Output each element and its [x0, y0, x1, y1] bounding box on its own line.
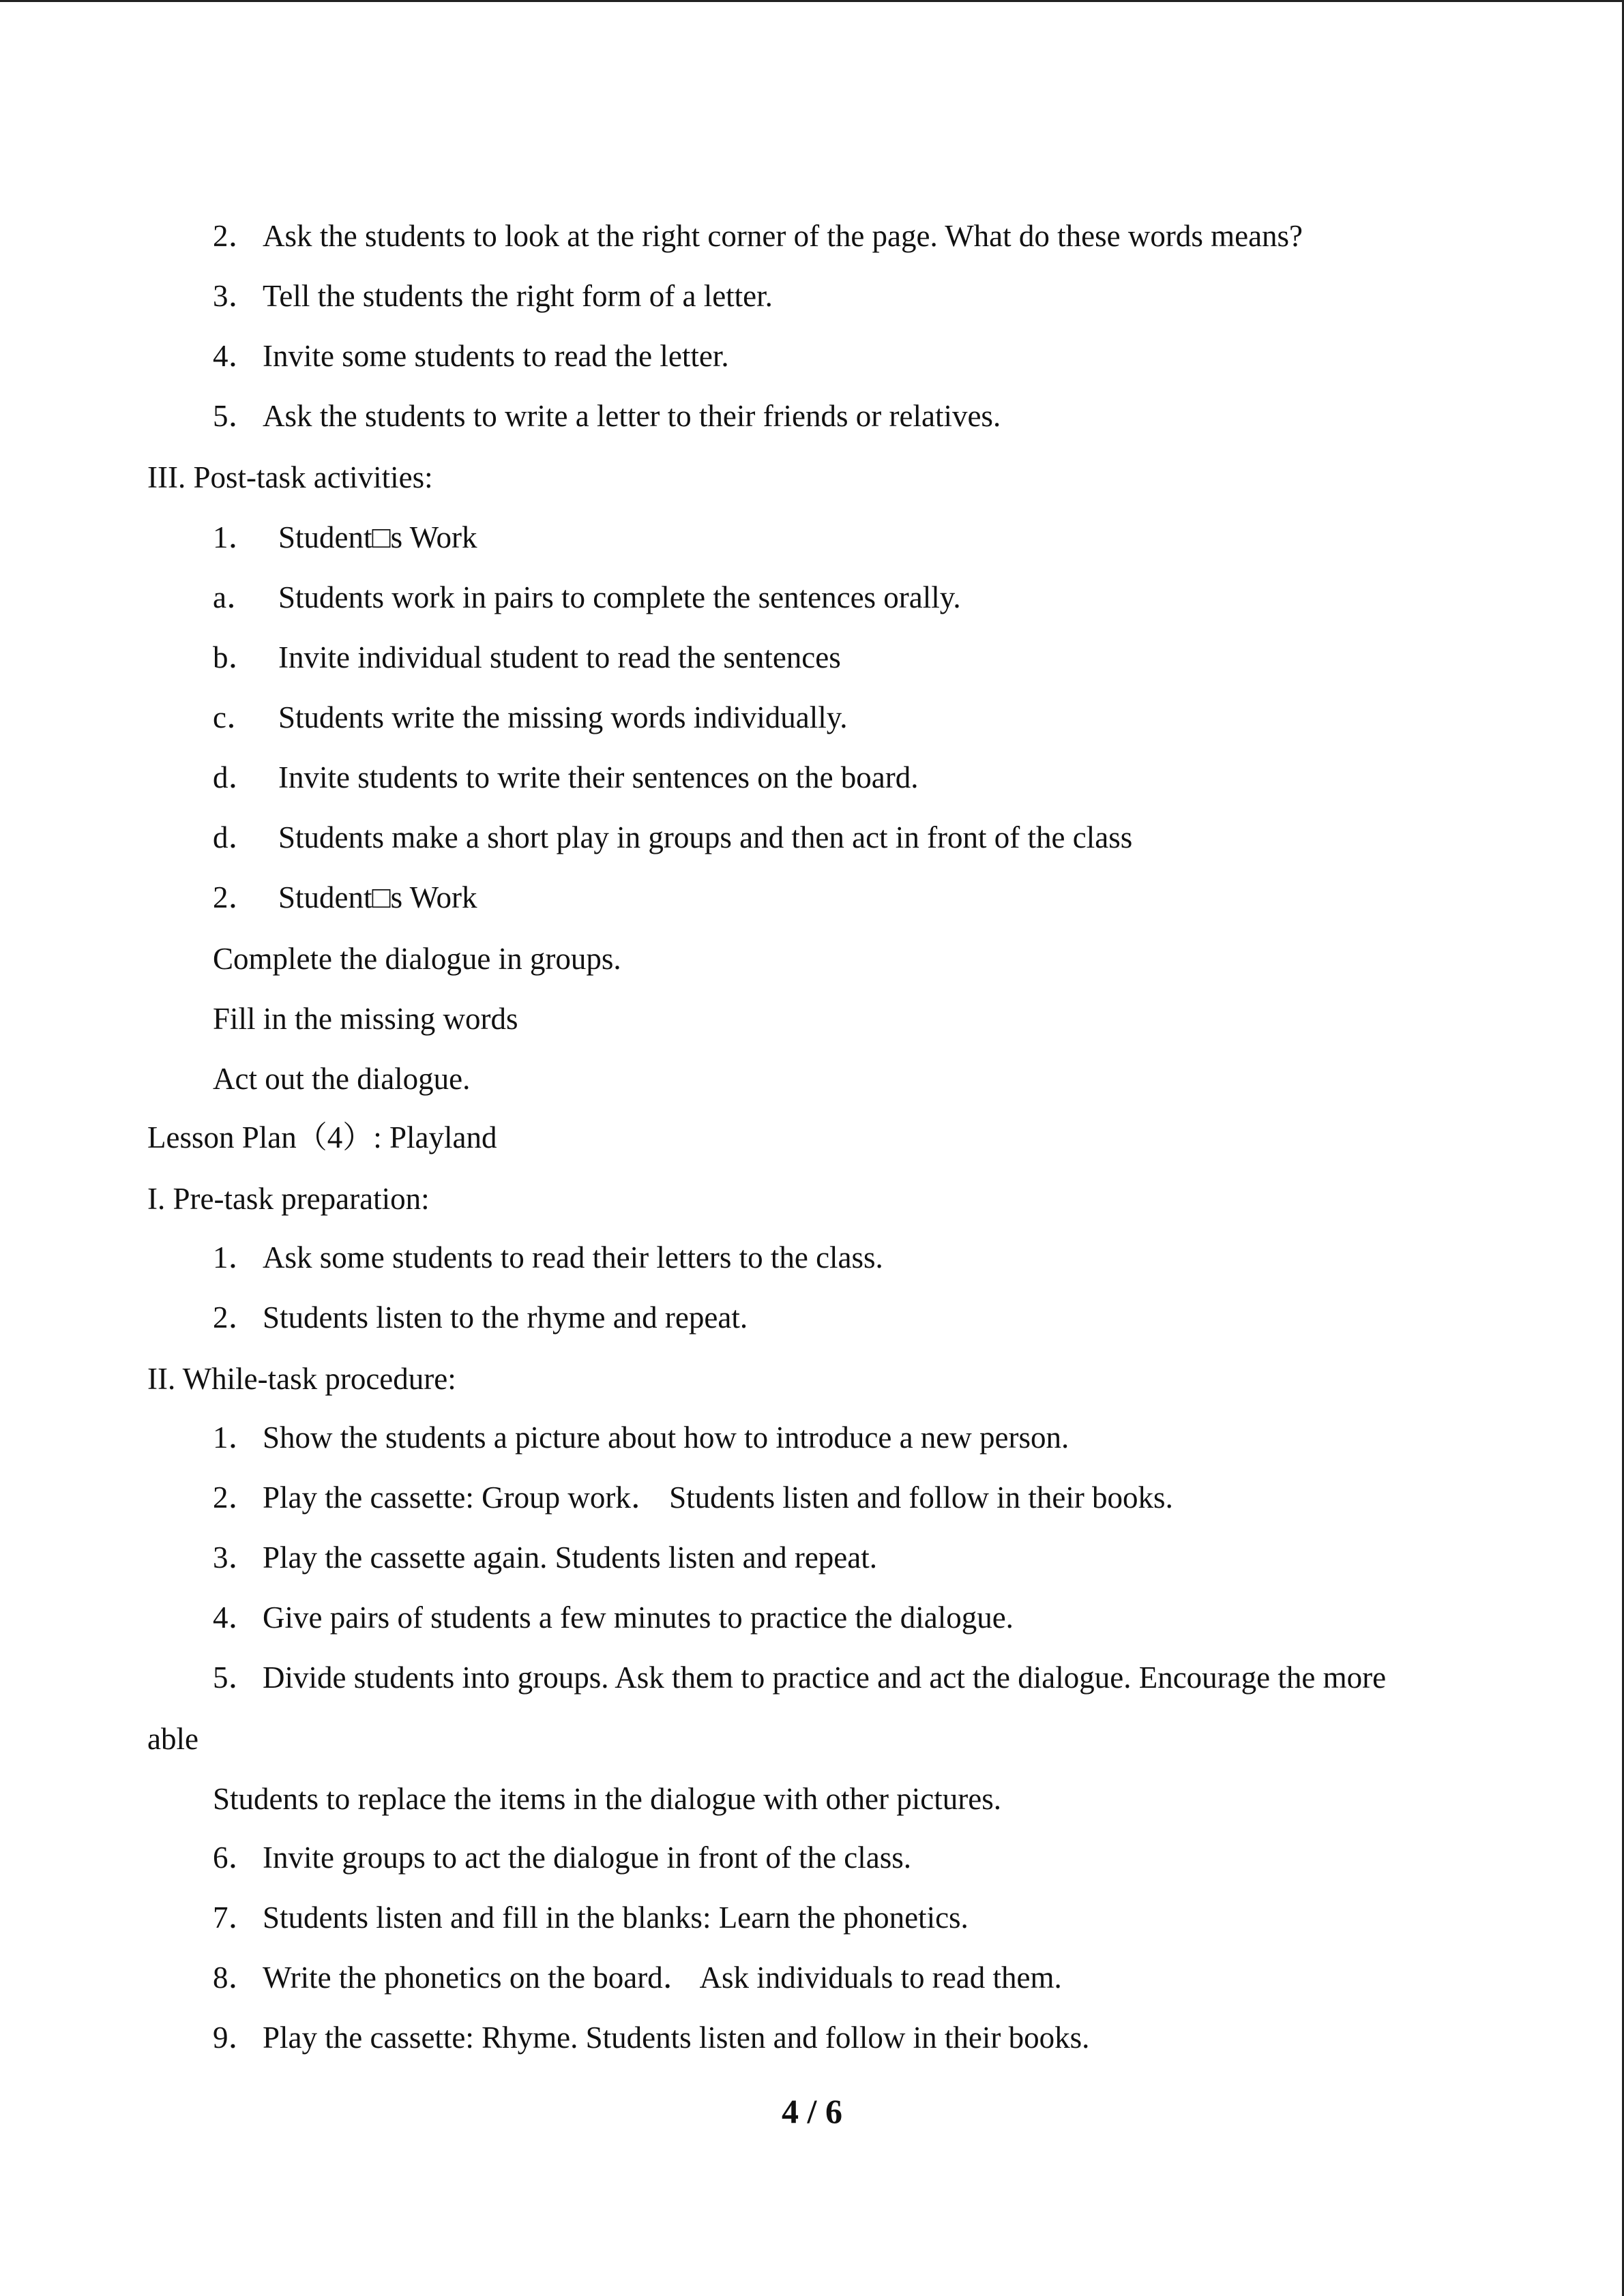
list-item	[213, 818, 1132, 856]
lesson-title: Lesson Plan（4）: Playland	[147, 1120, 497, 1154]
paragraph-continuation: able	[147, 1722, 198, 1756]
list-item	[213, 1538, 877, 1577]
list-text: Write the phonetics on the board． Ask individuals to read them.	[263, 1960, 1062, 1995]
list-item	[213, 397, 1001, 435]
list-text: Play the cassette again. Students listen and repeat.	[263, 1540, 877, 1575]
list-number: 2．	[213, 1480, 259, 1515]
paragraph: Students to replace the items in the dialogue with other pictures.	[213, 1782, 1001, 1816]
list-letter: b．	[213, 640, 259, 674]
page-number: 4 / 6	[782, 2092, 842, 2130]
list-item	[213, 1838, 911, 1877]
list-text: Play the cassette: Group work． Students listen and follow in their books.	[263, 1480, 1173, 1515]
list-item	[213, 2018, 1089, 2057]
list-number: 5．	[213, 399, 259, 433]
list-text: Invite students to write their sentences on the board.	[278, 760, 919, 794]
list-text: Ask some students to read their letters to the class.	[263, 1240, 883, 1274]
list-item	[213, 638, 841, 676]
list-item	[213, 1418, 1069, 1457]
list-text: Students write the missing words individually.	[278, 700, 848, 734]
list-item	[213, 1958, 1062, 1997]
list-item	[213, 277, 773, 315]
list-number: 4．	[213, 339, 259, 373]
list-item	[213, 878, 477, 916]
list-number: 5．	[213, 1660, 259, 1695]
list-text: Student□s Work	[278, 880, 477, 914]
list-number: 9．	[213, 2021, 259, 2055]
list-text: Divide students into groups. Ask them to practice and act the dialogue. Encourage the more	[263, 1660, 1387, 1695]
list-item	[213, 1598, 1014, 1637]
list-text: Invite groups to act the dialogue in front of the class.	[263, 1840, 911, 1875]
list-item	[213, 1478, 1173, 1517]
list-number: 2．	[213, 880, 259, 914]
list-letter: c．	[213, 700, 257, 734]
list-number: 1．	[213, 1420, 259, 1455]
list-text: Invite individual student to read the sentences	[278, 640, 841, 674]
section-heading: I. Pre-task preparation:	[147, 1182, 430, 1216]
section-heading: II. While-task procedure:	[147, 1362, 456, 1396]
list-item	[213, 337, 729, 375]
list-text: Students make a short play in groups and then act in front of the class	[278, 820, 1133, 854]
list-text: Students work in pairs to complete the sentences orally.	[278, 580, 961, 614]
paragraph: Fill in the missing words	[213, 1002, 518, 1036]
list-text: Play the cassette: Rhyme. Students listen and follow in their books.	[263, 2021, 1090, 2055]
list-number: 8．	[213, 1960, 259, 1995]
list-item	[213, 1898, 969, 1937]
list-letter: a．	[213, 580, 257, 614]
list-item	[213, 1238, 883, 1277]
paragraph: Act out the dialogue.	[213, 1062, 471, 1096]
list-text: Ask the students to look at the right corner of the page. What do these words means?	[263, 219, 1303, 253]
list-number: 6．	[213, 1840, 259, 1875]
list-text: Students listen and fill in the blanks: Learn the phonetics.	[263, 1900, 969, 1935]
list-number: 1．	[213, 520, 259, 554]
list-item	[213, 518, 477, 556]
list-letter: d．	[213, 760, 259, 794]
list-text: Invite some students to read the letter.	[263, 339, 729, 373]
list-text: Show the students a picture about how to introduce a new person.	[263, 1420, 1069, 1455]
list-number: 1．	[213, 1240, 259, 1274]
list-letter: d．	[213, 820, 259, 854]
list-text: Tell the students the right form of a letter.	[263, 279, 773, 313]
list-number: 7．	[213, 1900, 259, 1935]
paragraph: Complete the dialogue in groups.	[213, 942, 621, 976]
list-item	[213, 1298, 748, 1337]
list-item	[213, 578, 961, 616]
list-text: Give pairs of students a few minutes to practice the dialogue.	[263, 1600, 1014, 1635]
list-item	[213, 758, 919, 796]
list-number: 4．	[213, 1600, 259, 1635]
list-item	[213, 698, 848, 736]
list-text: Students listen to the rhyme and repeat.	[263, 1300, 748, 1335]
section-heading: III. Post-task activities:	[147, 460, 433, 494]
list-item	[213, 1658, 1386, 1697]
list-number: 2．	[213, 1300, 259, 1335]
list-item	[213, 217, 1303, 255]
list-number: 3．	[213, 1540, 259, 1575]
list-text: Student□s Work	[278, 520, 477, 554]
list-text: Ask the students to write a letter to their friends or relatives.	[263, 399, 1001, 433]
list-number: 2．	[213, 219, 259, 253]
list-number: 3．	[213, 279, 259, 313]
